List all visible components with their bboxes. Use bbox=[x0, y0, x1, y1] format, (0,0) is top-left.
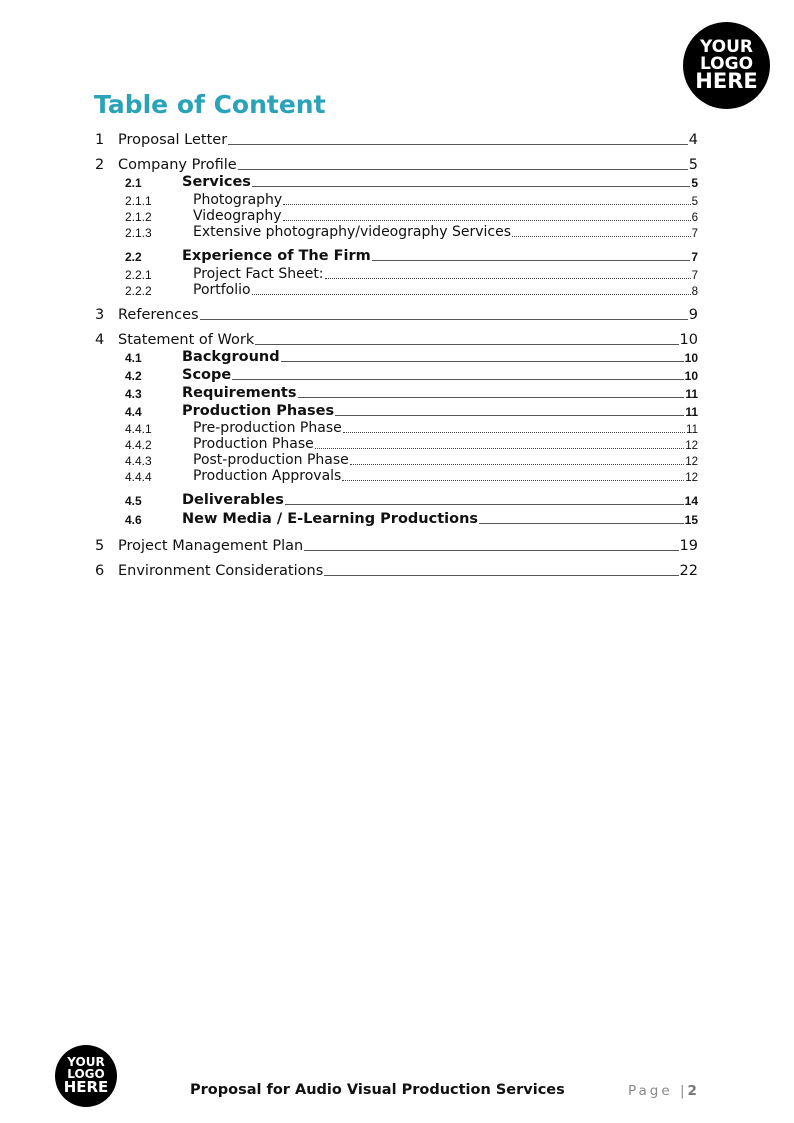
toc-entry[interactable] bbox=[95, 174, 698, 190]
toc-entry[interactable] bbox=[95, 224, 698, 240]
toc-entry-page: 14 bbox=[684, 494, 698, 508]
toc-entry-title: Portfolio bbox=[193, 282, 251, 298]
toc-entry[interactable] bbox=[95, 536, 698, 554]
toc-entry-page: 12 bbox=[685, 440, 698, 452]
toc-entry-page: 9 bbox=[688, 307, 698, 323]
toc-entry[interactable] bbox=[95, 367, 698, 383]
toc-entry[interactable] bbox=[95, 468, 698, 484]
toc-entry-number: 4.6 bbox=[125, 513, 142, 527]
toc-entry-page: 22 bbox=[679, 563, 698, 579]
toc-entry-number: 3 bbox=[95, 307, 105, 323]
toc-entry-title: Videography bbox=[193, 208, 282, 224]
toc-leader bbox=[298, 397, 685, 398]
toc-entry-number: 4.4.3 bbox=[125, 454, 152, 468]
toc-leader bbox=[228, 144, 688, 145]
toc-entry-title: Extensive photography/videography Services bbox=[193, 224, 511, 240]
toc-entry-title: Production Approvals bbox=[193, 468, 342, 484]
toc-leader bbox=[283, 204, 690, 205]
toc-leader bbox=[335, 415, 684, 416]
page-number-value: 2 bbox=[687, 1083, 697, 1099]
toc-leader bbox=[325, 278, 691, 279]
toc-entry[interactable] bbox=[95, 511, 698, 527]
toc-leader bbox=[281, 361, 684, 362]
toc-leader bbox=[479, 523, 684, 524]
logo-text: HERE bbox=[63, 1078, 109, 1097]
toc-entry-number: 1 bbox=[95, 132, 105, 148]
toc-entry-page: 11 bbox=[685, 387, 698, 401]
toc-entry-number: 2.1.3 bbox=[125, 226, 152, 240]
toc-entry-title: Background bbox=[182, 349, 280, 365]
toc-entry[interactable] bbox=[95, 385, 698, 401]
toc-leader bbox=[304, 550, 678, 551]
toc-entry-page: 4 bbox=[688, 132, 698, 148]
toc-entry[interactable] bbox=[95, 266, 698, 282]
toc-entry-title: References bbox=[118, 307, 199, 323]
toc-entry-title: Experience of The Firm bbox=[182, 248, 371, 264]
toc-leader bbox=[342, 480, 684, 481]
toc-entry-page: 10 bbox=[684, 369, 698, 383]
toc-entry-number: 4.3 bbox=[125, 387, 142, 401]
toc-entry-title: Production Phase bbox=[193, 436, 314, 452]
toc-entry-title: Environment Considerations bbox=[118, 563, 324, 579]
toc-entry-number: 4.2 bbox=[125, 369, 142, 383]
logo-text: YOUR bbox=[67, 1055, 105, 1070]
toc-entry-title: Statement of Work bbox=[118, 332, 255, 348]
toc-leader bbox=[350, 464, 684, 465]
toc-entry-page: 5 bbox=[688, 157, 698, 173]
toc-entry[interactable] bbox=[95, 208, 698, 224]
toc-entry-number: 2.1.2 bbox=[125, 210, 152, 224]
toc-entry-number: 2.1.1 bbox=[125, 194, 152, 208]
toc-entry-page: 10 bbox=[684, 351, 698, 365]
toc-entry-page: 6 bbox=[691, 212, 698, 224]
toc-entry-number: 2.2 bbox=[125, 250, 142, 264]
toc-entry[interactable] bbox=[95, 130, 698, 148]
toc-entry-number: 2.2.2 bbox=[125, 284, 152, 298]
toc-entry-title: Services bbox=[182, 174, 251, 190]
toc-entry-page: 19 bbox=[679, 538, 698, 554]
toc-entry-title: Production Phases bbox=[182, 403, 335, 419]
toc-entry-page: 7 bbox=[691, 228, 698, 240]
footer-document-title: Proposal for Audio Visual Production Services bbox=[190, 1082, 565, 1098]
toc-entry-number: 4 bbox=[95, 332, 105, 348]
toc-entry[interactable] bbox=[95, 420, 698, 436]
toc-entry-title: Project Management Plan bbox=[118, 538, 304, 554]
toc-entry-number: 6 bbox=[95, 563, 105, 579]
toc-entry[interactable] bbox=[95, 349, 698, 365]
toc-entry-number: 2 bbox=[95, 157, 105, 173]
toc-entry-page: 5 bbox=[691, 176, 698, 190]
toc-entry-number: 4.4 bbox=[125, 405, 142, 419]
toc-entry-page: 8 bbox=[691, 286, 698, 298]
toc-entry-page: 7 bbox=[691, 250, 698, 264]
toc-entry-number: 4.4.1 bbox=[125, 422, 152, 436]
toc-leader bbox=[324, 575, 678, 576]
toc-entry-page: 10 bbox=[679, 332, 698, 348]
toc-entry[interactable] bbox=[95, 282, 698, 298]
toc-entry[interactable] bbox=[95, 248, 698, 264]
toc-entry-page: 11 bbox=[686, 424, 698, 436]
toc-entry[interactable] bbox=[95, 436, 698, 452]
toc-entry-title: Photography bbox=[193, 192, 283, 208]
page-label: Page | bbox=[628, 1083, 688, 1099]
toc-entry[interactable] bbox=[95, 305, 698, 323]
toc-leader bbox=[252, 186, 690, 187]
toc-entry-number: 5 bbox=[95, 538, 105, 554]
toc-entry-page: 11 bbox=[685, 405, 698, 419]
toc-entry-page: 15 bbox=[684, 513, 698, 527]
toc-entry-number: 4.5 bbox=[125, 494, 142, 508]
toc-entry-number: 2.2.1 bbox=[125, 268, 152, 282]
toc-leader bbox=[252, 294, 691, 295]
toc-entry-title: Post-production Phase bbox=[193, 452, 349, 468]
toc-entry-title: Scope bbox=[182, 367, 232, 383]
toc-entry-title: Requirements bbox=[182, 385, 297, 401]
toc-entry-title: Proposal Letter bbox=[118, 132, 228, 148]
toc-leader bbox=[255, 344, 678, 345]
toc-entry[interactable] bbox=[95, 452, 698, 468]
toc-entry-title: New Media / E-Learning Productions bbox=[182, 511, 479, 527]
footer-logo bbox=[55, 1045, 117, 1107]
toc-leader bbox=[232, 379, 683, 380]
toc-entry-page: 12 bbox=[685, 472, 698, 484]
toc-entry[interactable] bbox=[95, 330, 698, 348]
toc-entry-number: 4.4.4 bbox=[125, 470, 152, 484]
toc-entry-page: 7 bbox=[691, 270, 698, 282]
toc-entry-number: 4.4.2 bbox=[125, 438, 152, 452]
toc-entry[interactable] bbox=[95, 492, 698, 508]
toc-leader bbox=[283, 220, 691, 221]
toc-leader bbox=[512, 236, 691, 237]
logo-text: HERE bbox=[695, 68, 758, 93]
page-title: Table of Content bbox=[94, 90, 326, 119]
toc-entry[interactable] bbox=[95, 192, 698, 208]
toc-entry[interactable] bbox=[95, 403, 698, 419]
company-logo bbox=[683, 22, 770, 109]
toc-leader bbox=[343, 432, 685, 433]
toc-leader bbox=[315, 448, 684, 449]
toc-entry-title: Company Profile bbox=[118, 157, 237, 173]
toc-entry-title: Deliverables bbox=[182, 492, 284, 508]
toc-leader bbox=[200, 319, 688, 320]
toc-entry-number: 2.1 bbox=[125, 176, 142, 190]
toc-entry[interactable] bbox=[95, 561, 698, 579]
page-number bbox=[628, 1083, 697, 1099]
toc-entry-title: Pre-production Phase bbox=[193, 420, 342, 436]
toc-entry-page: 5 bbox=[691, 196, 698, 208]
toc-entry-title: Project Fact Sheet: bbox=[193, 266, 324, 282]
toc-entry[interactable] bbox=[95, 155, 698, 173]
logo-text: YOUR bbox=[699, 37, 754, 58]
toc-leader bbox=[372, 260, 691, 261]
logo-text: LOGO bbox=[699, 53, 754, 74]
toc-entry-number: 4.1 bbox=[125, 351, 142, 365]
toc-leader bbox=[285, 504, 684, 505]
logo-text: LOGO bbox=[67, 1066, 105, 1081]
toc-leader bbox=[238, 169, 688, 170]
toc-entry-page: 12 bbox=[685, 456, 698, 468]
